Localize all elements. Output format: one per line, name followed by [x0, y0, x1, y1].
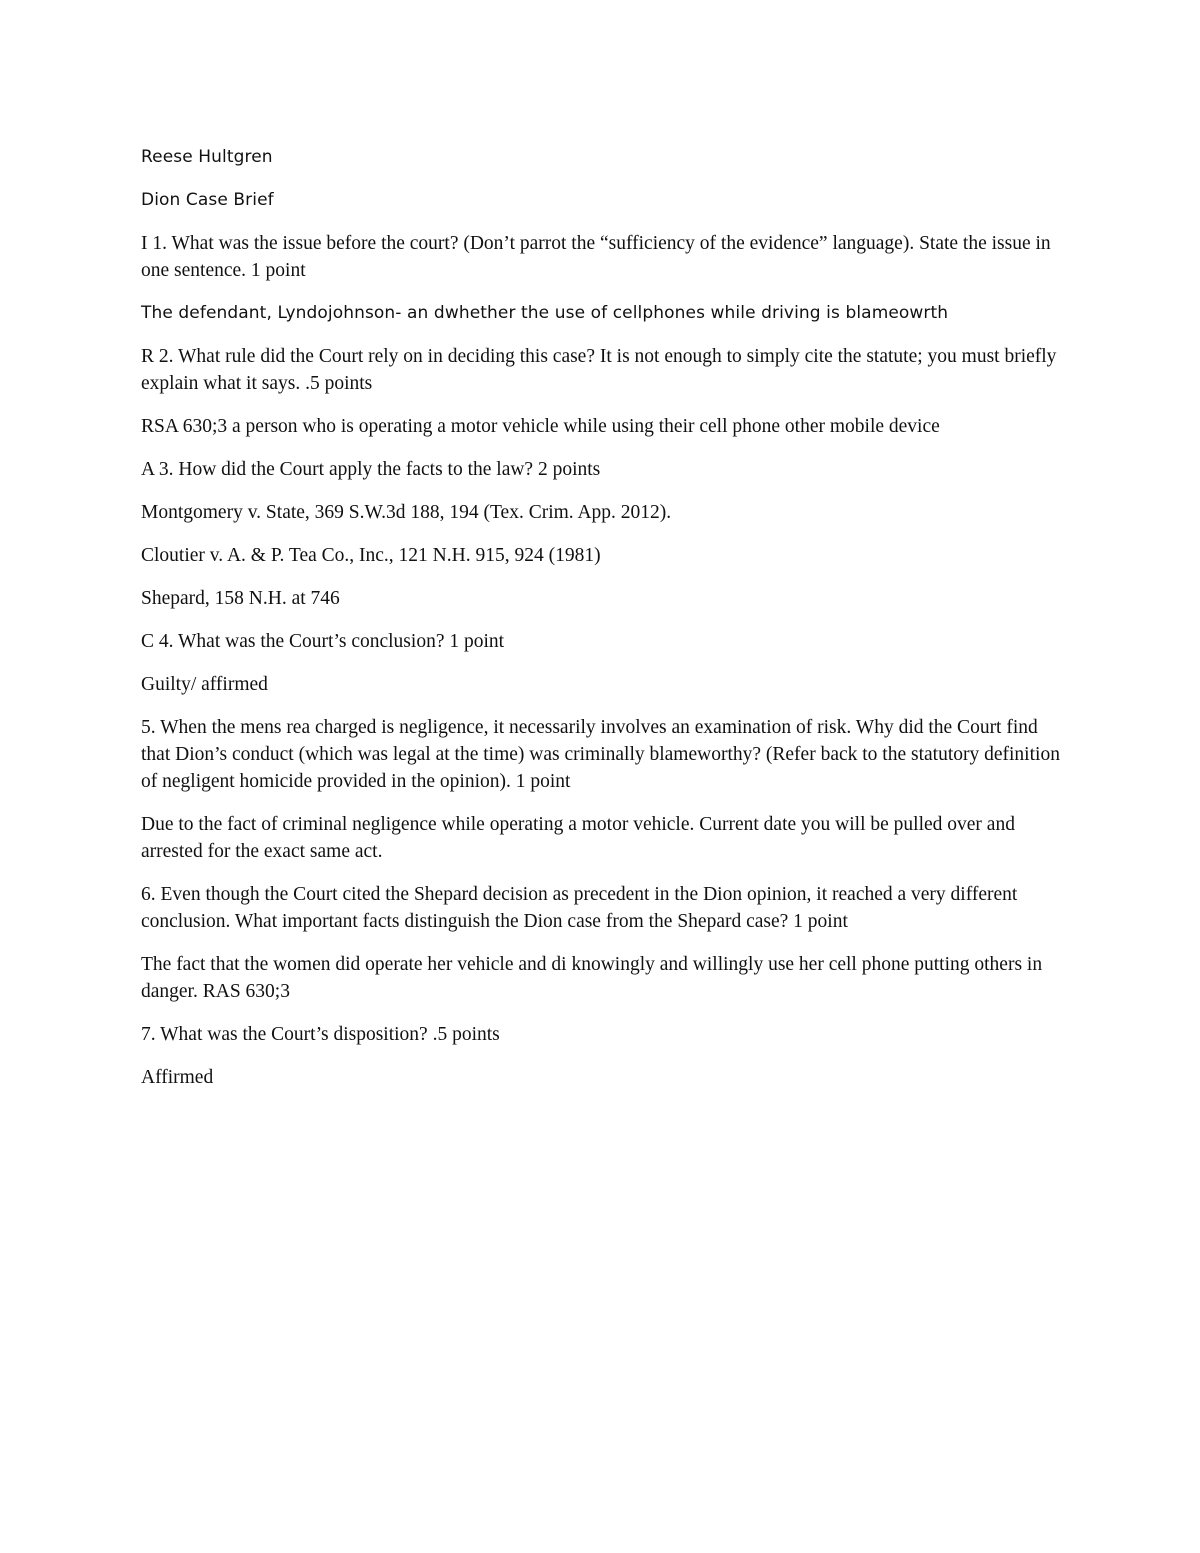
- answer-2: RSA 630;3 a person who is operating a motor vehicle while using their cell phone other mobile device: [141, 416, 940, 437]
- question-2: R 2. What rule did the Court rely on in deciding this case? It is not enough to simply cite the statute; you must briefly explain what it says. .5 points: [141, 346, 1057, 394]
- question-5: 5. When the mens rea charged is negligence, it necessarily involves an examination of risk. Why did the Court find that Dion’s conduct (which was legal at the time) was criminally blameworthy? (Refer back to the statutory definition of negligent homicide provided in the opinion). 1 point: [141, 717, 1060, 792]
- answer-3-citation-3: Shepard, 158 N.H. at 746: [141, 588, 340, 609]
- question-6: 6. Even though the Court cited the Shepard decision as precedent in the Dion opinion, it reached a very different conclusion. What important facts distinguish the Dion case from the Shepard case? 1 point: [141, 884, 1018, 932]
- answer-1: The defendant, Lyndojohnson- an dwhether the use of cellphones while driving is blameowrth: [141, 303, 949, 323]
- answer-6: The fact that the women did operate her vehicle and di knowingly and willingly use her cell phone putting others in danger. RAS 630;3: [141, 954, 1043, 1002]
- question-3: A 3. How did the Court apply the facts to the law? 2 points: [141, 459, 601, 480]
- question-1: I 1. What was the issue before the court? (Don’t parrot the “sufficiency of the evidence” language). State the issue in one sentence. 1 point: [141, 233, 1051, 281]
- answer-4: Guilty/ affirmed: [141, 674, 268, 695]
- answer-7: Affirmed: [141, 1067, 214, 1088]
- answer-3-citation-1: Montgomery v. State, 369 S.W.3d 188, 194 (Tex. Crim. App. 2012).: [141, 502, 672, 523]
- question-4: C 4. What was the Court’s conclusion? 1 point: [141, 631, 505, 652]
- author-name: Reese Hultgren: [141, 147, 273, 167]
- answer-5: Due to the fact of criminal negligence while operating a motor vehicle. Current date you will be pulled over and arrested for the exact same act.: [141, 814, 1015, 862]
- question-7: 7. What was the Court’s disposition? .5 points: [141, 1024, 500, 1045]
- document-title: Dion Case Brief: [141, 190, 274, 210]
- document-body: [141, 144, 1071, 1107]
- answer-3-citation-2: Cloutier v. A. & P. Tea Co., Inc., 121 N.H. 915, 924 (1981): [141, 545, 601, 566]
